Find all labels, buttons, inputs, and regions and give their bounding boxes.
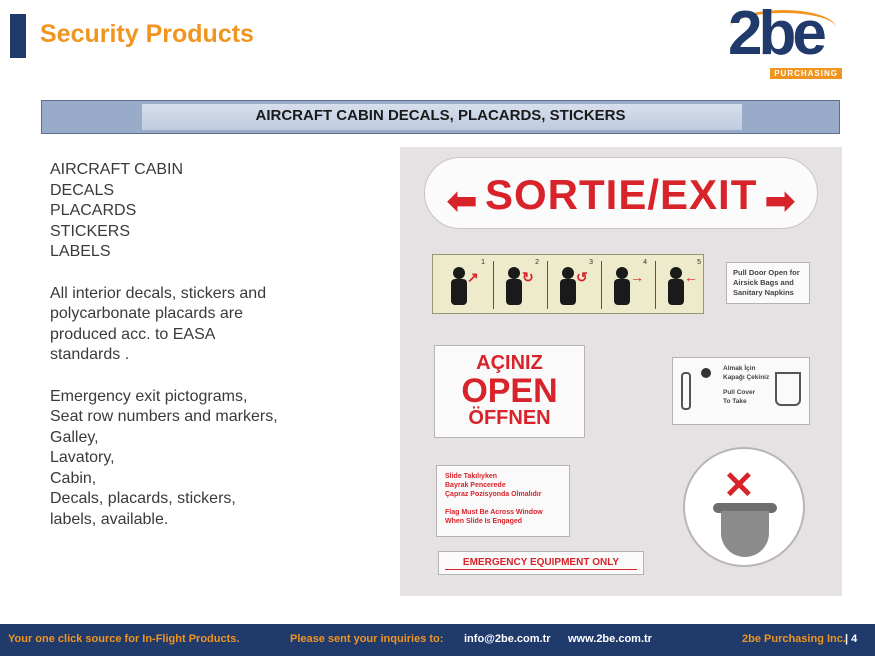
open-sign-english: OPEN [461,372,558,410]
step-number: 4 [643,259,647,266]
heading-line: LABELS [50,243,111,260]
exit-sign-placard [424,157,818,229]
emergency-equipment-text: EMERGENCY EQUIPMENT ONLY [462,557,620,568]
company-logo [722,2,842,80]
section-banner [41,100,840,134]
paragraph-line: produced acc. to EASA [50,325,216,343]
footer-bar [0,624,875,656]
pull-door-label [726,262,810,304]
paragraph-line: Lavatory, [50,449,115,466]
bag-icon [775,372,801,406]
footer-company-name: 2be Purchasing Inc. [742,633,846,645]
door-operation-pictogram-strip [432,254,704,314]
label-line: When Slide Is Engaged [445,518,523,525]
person-icon [562,267,574,279]
pictogram-step [601,261,649,309]
page-number: | 4 [845,633,858,645]
pictogram-step [655,261,703,309]
label-line: Slide Takılıyken [445,473,498,480]
prohibited-x-icon: ✕ [723,465,755,507]
person-icon [508,267,520,279]
person-icon [670,267,682,279]
page-title: Security Products [40,20,254,48]
step-number: 3 [589,259,593,266]
person-body-icon [506,279,522,305]
open-sign-placard [434,345,585,438]
toilet-icon [721,511,769,557]
exit-sign-text: SORTIE/EXIT [485,171,758,218]
heading-line: PLACARDS [50,202,137,219]
footer-email-link[interactable]: info@2be.com.tr [464,633,551,645]
section-banner-title: AIRCRAFT CABIN DECALS, PLACARDS, STICKERS [255,107,626,124]
footer-inquiry-label: Please sent your inquiries to: [290,633,444,645]
arrow-icon: → [630,269,644,285]
label-line: Pull Door Open for [733,268,800,277]
label-line: To Take [723,398,747,405]
handle-icon [681,372,691,410]
open-sign-german: ÖFFNEN [468,407,551,429]
no-disposal-toilet-sign [683,447,805,567]
person-body-icon [560,279,576,305]
paragraph-line: Decals, placards, stickers, [50,490,236,507]
person-body-icon [614,279,630,305]
step-number: 1 [481,259,485,266]
pictogram-step [493,261,541,309]
pictogram-step [439,261,487,309]
paragraph-line: Galley, [50,428,99,446]
label-line: Bayrak Pencerede [445,482,506,489]
label-line: Almak İçin [723,365,756,372]
product-list-paragraph [50,387,350,531]
arrow-right-icon: ➡ [764,180,795,221]
title-accent-bar [10,14,26,58]
heading-line: DECALS [50,181,115,199]
paragraph-line: All interior decals, stickers and [50,284,267,302]
open-sign-turkish: AÇINIZ [476,352,543,374]
person-body-icon [668,279,684,305]
person-icon [453,267,465,279]
footer-website-link[interactable]: www.2be.com.tr [568,633,652,645]
paragraph-line: Emergency exit pictograms, [50,387,248,405]
easa-paragraph [50,284,350,366]
person-body-icon [451,279,467,305]
arrow-icon: ← [684,269,698,285]
arrow-icon: ↺ [576,269,588,285]
underline-divider [445,569,637,570]
label-line: Sanitary Napkins [733,288,794,297]
arrow-icon: ↗ [467,269,479,285]
step-number: 2 [535,259,539,266]
heading-line: AIRCRAFT CABIN [50,161,184,178]
arrow-icon: ↻ [522,269,534,285]
label-line: Çapraz Pozisyonda Olmalıdır [445,491,542,498]
pictogram-step [547,261,595,309]
decals-product-photo [400,147,842,596]
logo-text: 2be [728,0,823,68]
paragraph-line: Seat row numbers and markers, [50,408,278,425]
label-line: Pull Cover [723,389,756,396]
product-headings [50,160,350,263]
step-number: 5 [697,259,701,266]
footer-tagline: Your one click source for In-Flight Products. [8,633,240,645]
paragraph-line: polycarbonate placards are [50,305,244,322]
paragraph-line: standards . [50,346,130,363]
paragraph-line: Cabin, [50,469,97,487]
description-column [50,160,350,530]
emergency-equipment-label [438,551,644,575]
heading-line: STICKERS [50,222,131,240]
arrow-left-icon: ⬅ [447,180,478,221]
person-icon [701,368,711,378]
slide-flag-label [436,465,570,537]
pull-cover-label [672,357,810,425]
label-line: Airsick Bags and [733,278,794,287]
label-spacer [445,499,561,508]
label-line: Kapağı Çekiniz [723,374,770,381]
paragraph-line: labels, available. [50,510,169,528]
logo-subtitle: PURCHASING [770,68,842,79]
label-line: Flag Must Be Across Window [445,509,543,516]
person-icon [616,267,628,279]
